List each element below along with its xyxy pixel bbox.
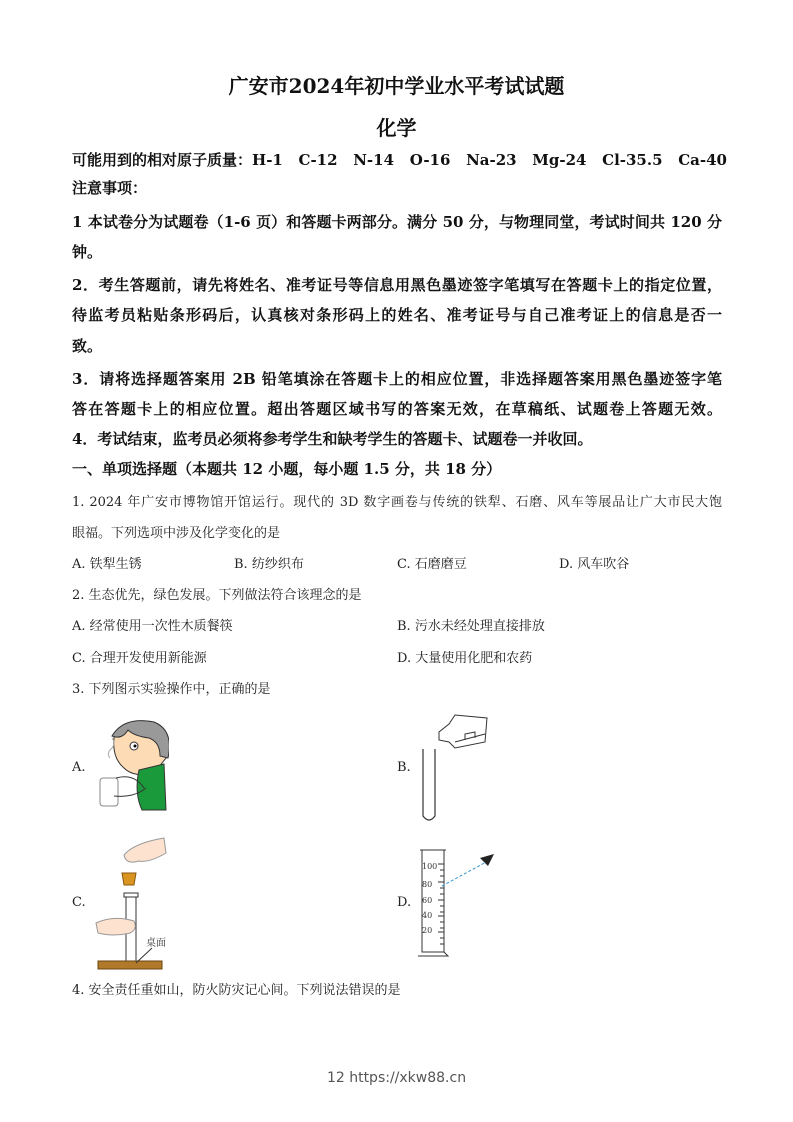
note-line: 3．请将选择题答案用 2B 铅笔填涂在答题卡上的相应位置，非选择题答案用黑色墨迹签字笔 <box>72 370 722 388</box>
subject-title: 化学 <box>376 116 417 140</box>
figure-pouring-liquid <box>415 712 495 824</box>
note-line: 2．考生答题前，请先将姓名、准考证号等信息用黑色墨迹签字笔填写在答题卡上的指定位置， <box>72 276 722 294</box>
q2-option-c: C. 合理开发使用新能源 <box>72 651 207 666</box>
q3-label-c: C. <box>72 895 86 910</box>
q3-stem: 3. 下列图示实验操作中，正确的是 <box>72 682 271 697</box>
q1-option-d: D. 风车吹谷 <box>559 557 630 572</box>
q1-option-c: C. 石磨磨豆 <box>397 557 467 572</box>
q1-option-b: B. 纺纱织布 <box>234 557 304 572</box>
note-line: 1 本试卷分为试题卷（1-6 页）和答题卡两部分。满分 50 分，与物理同堂，考试时间共 120 分 <box>72 213 722 231</box>
note-line: 致。 <box>72 337 103 355</box>
note-line: 答在答题卡上的相应位置。超出答题区域书写的答案无效，在草稿纸、试题卷上答题无效。 <box>72 400 722 418</box>
figure-stoppering-tube <box>94 833 174 973</box>
note-line: 待监考员粘贴条形码后，认真核对条形码上的姓名、准考证号与自己准考证上的信息是否一 <box>72 306 722 324</box>
page-title: 广安市2024年初中学业水平考试试题 <box>228 74 565 98</box>
q1-stem-line2: 眼福。下列选项中涉及化学变化的是 <box>72 526 281 541</box>
q2-option-a: A. 经常使用一次性木质餐筷 <box>72 619 233 634</box>
table-label: 桌面 <box>146 938 166 949</box>
tick-label: 40 <box>422 911 433 920</box>
tick-label: 100 <box>422 862 438 871</box>
tick-label: 20 <box>422 926 433 935</box>
q2-option-b: B. 污水未经处理直接排放 <box>397 619 545 634</box>
note-line: 钟。 <box>72 243 103 261</box>
section-heading: 一、单项选择题（本题共 12 小题，每小题 1.5 分，共 18 分） <box>72 460 502 478</box>
atomic-masses <box>72 150 727 170</box>
q1-stem-line1: 1. 2024 年广安市博物馆开馆运行。现代的 3D 数字画卷与传统的铁犁、石磨、风车等展品让广大市民大饱 <box>72 495 722 510</box>
q3-label-a: A. <box>72 760 86 775</box>
q3-label-b: B. <box>397 760 411 775</box>
atomic-masses-values: H-1 C-12 N-14 O-16 Na-23 Mg-24 Cl-35.5 Ca-40 <box>252 151 727 169</box>
tick-label: 80 <box>422 880 433 889</box>
note-line: 4．考试结束，监考员必须将参考学生和缺考学生的答题卡、试题卷一并收回。 <box>72 430 593 448</box>
notes-heading: 注意事项： <box>72 179 148 197</box>
q1-option-a: A. 铁犁生锈 <box>72 557 142 572</box>
q4-stem: 4. 安全责任重如山，防火防灾记心间。下列说法错误的是 <box>72 983 401 998</box>
q3-label-d: D. <box>397 895 412 910</box>
figure-smelling-gas <box>94 718 169 813</box>
q2-option-d: D. 大量使用化肥和农药 <box>397 651 533 666</box>
figure-graduated-cylinder <box>416 846 496 958</box>
page-footer: 12 https://xkw88.cn <box>326 1070 467 1086</box>
atomic-masses-label: 可能用到的相对原子质量： <box>72 151 253 169</box>
tick-label: 60 <box>422 896 433 905</box>
q2-stem: 2. 生态优先，绿色发展。下列做法符合该理念的是 <box>72 588 362 603</box>
